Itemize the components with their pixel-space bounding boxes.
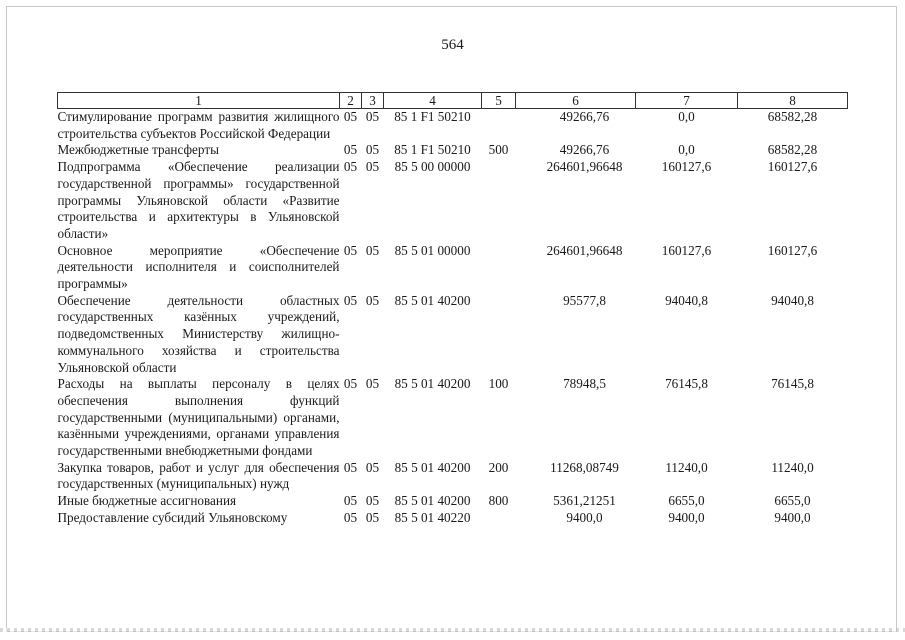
amount-col6: 9400,0 — [566, 509, 603, 525]
header-row — [58, 93, 848, 109]
header-col-2: 2 — [340, 93, 362, 109]
row-expense-type — [482, 109, 516, 143]
row-amount-col7: 6655,0 — [668, 493, 705, 509]
amount-col6: 78948,5 — [563, 376, 606, 392]
row-expense-type — [482, 159, 516, 243]
row-amount-col6 — [516, 460, 636, 493]
row-section: 05 — [343, 159, 358, 175]
row-amount-col7: 94040,8 — [665, 292, 708, 308]
row-name: Обеспечение деятельности областных государственных казённых учреждений, подведомственных Министерству жилищно-коммунального хозяйства и строительства Ульяновской области — [57, 292, 340, 375]
table-row — [58, 243, 848, 293]
row-amount-col8: 76145,8 — [771, 376, 814, 392]
row-amount-col8: 6655,0 — [774, 493, 811, 509]
amount-col6: 264601,96648 — [546, 159, 623, 175]
row-name: Стимулирование программ развития жилищного строительства субъектов Российской Федерации — [57, 109, 340, 141]
row-amount-col8: 68582,28 — [767, 142, 818, 158]
table-row — [58, 493, 848, 510]
row-amount-col7: 76145,8 — [665, 376, 708, 392]
header-col-7: 7 — [636, 93, 738, 109]
row-name: Основное мероприятие «Обеспечение деятельности исполнителя и соисполнителей программы» — [57, 242, 340, 292]
row-amount-col7: 0,0 — [678, 142, 695, 158]
header-col-1: 1 — [58, 93, 340, 109]
row-expense-type: 200 — [488, 459, 509, 475]
row-subsection: 05 — [365, 292, 380, 308]
page-number: 564 — [441, 37, 464, 53]
row-target-code: 85 5 01 40200 — [394, 493, 471, 509]
header-col-5: 5 — [482, 93, 516, 109]
amount-col6: 264601,96648 — [546, 242, 623, 258]
row-amount-col8: 11240,0 — [771, 459, 814, 475]
table-header — [58, 93, 848, 109]
table-row — [58, 510, 848, 527]
row-amount-col6 — [516, 159, 636, 243]
table-row — [58, 109, 848, 143]
row-target-code: 85 5 01 40200 — [394, 376, 471, 392]
row-target-code: 85 1 F1 50210 — [394, 142, 471, 158]
row-subsection: 05 — [365, 376, 380, 392]
row-name: Иные бюджетные ассигнования — [57, 493, 237, 509]
header-col-6: 6 — [516, 93, 636, 109]
row-name: Закупка товаров, работ и услуг для обеспечения государственных (муниципальных) нужд — [57, 459, 340, 492]
row-expense-type: 500 — [488, 142, 509, 158]
scan-edge-noise — [0, 628, 905, 632]
amount-col6: 11268,08749 — [550, 459, 619, 475]
row-amount-col8: 94040,8 — [771, 292, 814, 308]
row-name: Межбюджетные трансферты — [57, 142, 219, 158]
amount-col6: 5361,21251 — [553, 493, 616, 509]
row-target-code: 85 5 01 00000 — [394, 242, 471, 258]
row-section: 05 — [343, 459, 358, 475]
row-section: 05 — [343, 142, 358, 158]
header-col-4: 4 — [384, 93, 482, 109]
amount-col6: 49266,76 — [559, 142, 610, 158]
row-section: 05 — [343, 292, 358, 308]
amount-col6: 95577,8 — [563, 292, 606, 308]
row-section: 05 — [343, 509, 358, 525]
row-subsection: 05 — [365, 493, 380, 509]
row-amount-col7: 160127,6 — [661, 159, 712, 175]
header-col-8: 8 — [738, 93, 848, 109]
amount-col6: 49266,76 — [559, 109, 610, 124]
table-row — [58, 293, 848, 377]
row-target-code: 85 5 01 40200 — [394, 292, 471, 308]
table-row — [58, 142, 848, 159]
row-section: 05 — [343, 376, 358, 392]
row-amount-col7: 11240,0 — [665, 459, 708, 475]
row-target-code: 85 1 F1 50210 — [394, 109, 471, 124]
row-amount-col8: 160127,6 — [767, 159, 818, 175]
row-amount-col6 — [516, 142, 636, 159]
row-name: Подпрограмма «Обеспечение реализации государственной программы» государственной программы Ульяновской области «Развитие строительства и архитектуры в Ульяновской области» — [57, 159, 340, 241]
row-amount-col8: 9400,0 — [774, 509, 811, 525]
row-amount-col7: 0,0 — [678, 109, 695, 124]
row-expense-type — [482, 243, 516, 293]
table-row — [58, 159, 848, 243]
row-target-code: 85 5 01 40200 — [394, 459, 471, 475]
row-expense-type: 100 — [488, 376, 509, 392]
row-section: 05 — [343, 242, 358, 258]
row-name: Предоставление субсидий Ульяновскому — [57, 509, 288, 525]
row-subsection: 05 — [365, 142, 380, 158]
row-section: 05 — [343, 493, 358, 509]
row-name: Расходы на выплаты персоналу в целях обеспечения выполнения функций государственными (муниципальными) органами, казёнными учреждениями, органами управления государственными внебюджетными фондами — [57, 376, 340, 459]
row-amount-col7: 9400,0 — [668, 509, 705, 525]
row-amount-col7: 160127,6 — [661, 242, 712, 258]
row-expense-type: 800 — [488, 493, 509, 509]
row-target-code: 85 5 01 40220 — [394, 509, 471, 525]
table-body — [58, 109, 848, 527]
row-amount-col6 — [516, 493, 636, 510]
row-subsection: 05 — [365, 109, 380, 124]
row-amount-col6 — [516, 293, 636, 377]
budget-table — [57, 92, 848, 527]
row-section: 05 — [343, 109, 358, 124]
header-col-3: 3 — [362, 93, 384, 109]
row-subsection: 05 — [365, 459, 380, 475]
row-expense-type — [482, 293, 516, 377]
row-amount-col6 — [516, 109, 636, 143]
row-subsection: 05 — [365, 242, 380, 258]
table-row — [58, 376, 848, 460]
row-subsection: 05 — [365, 509, 380, 525]
row-amount-col6 — [516, 376, 636, 460]
row-amount-col6 — [516, 243, 636, 293]
row-amount-col6 — [516, 510, 636, 527]
row-amount-col8: 68582,28 — [767, 109, 818, 124]
row-expense-type — [482, 510, 516, 527]
row-subsection: 05 — [365, 159, 380, 175]
row-amount-col8: 160127,6 — [767, 242, 818, 258]
row-target-code: 85 5 00 00000 — [394, 159, 471, 175]
table-row — [58, 460, 848, 493]
